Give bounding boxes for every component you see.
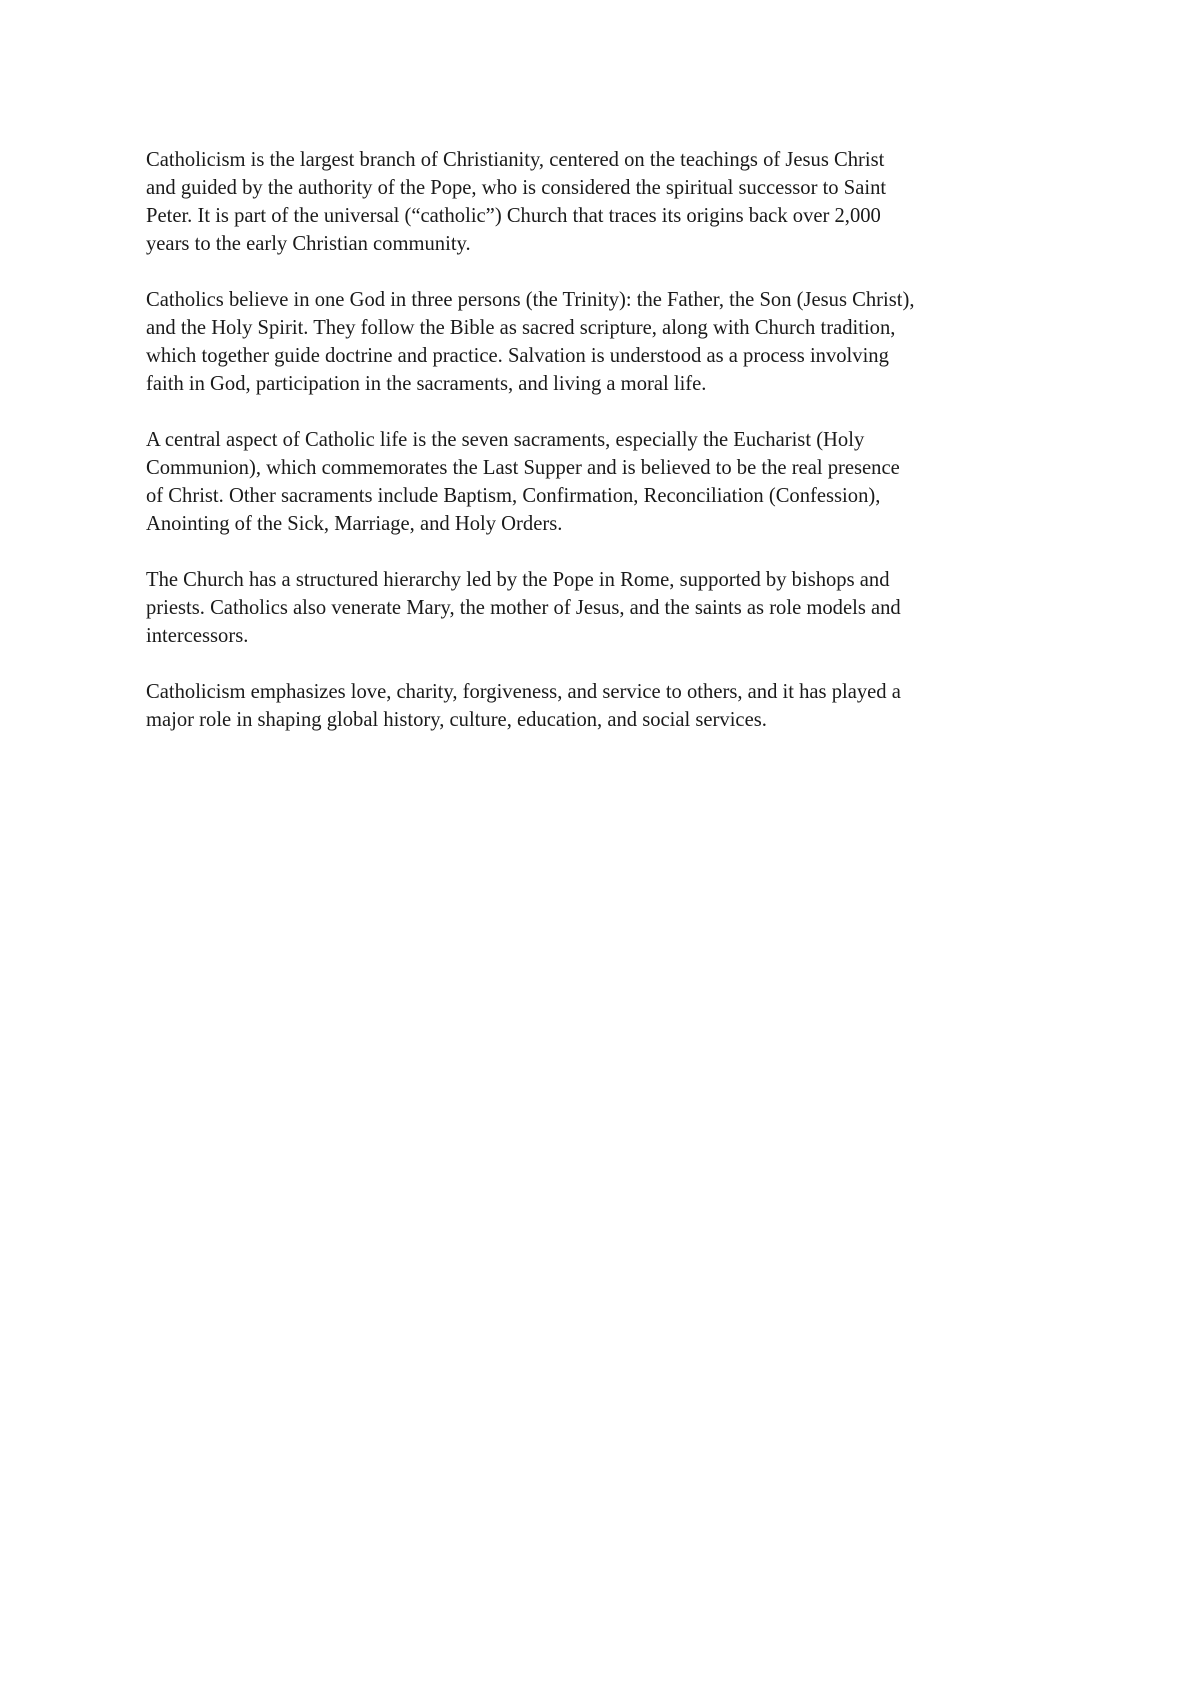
- document-body: [146, 146, 1066, 762]
- paragraph-line: Catholics believe in one God in three persons (the Trinity): the Father, the Son (Jesus Christ),: [146, 289, 915, 311]
- paragraph-2: [146, 286, 1066, 398]
- paragraph-5: [146, 678, 1066, 734]
- paragraph-line: major role in shaping global history, culture, education, and social services.: [146, 709, 767, 731]
- paragraph-3: [146, 426, 1066, 538]
- paragraph-line: intercessors.: [146, 625, 249, 647]
- paragraph-line: years to the early Christian community.: [146, 233, 471, 255]
- paragraph-line: Peter. It is part of the universal (“catholic”) Church that traces its origins back over 2,000: [146, 205, 881, 227]
- paragraph-line: Anointing of the Sick, Marriage, and Holy Orders.: [146, 513, 563, 535]
- paragraph-line: A central aspect of Catholic life is the seven sacraments, especially the Eucharist (Holy: [146, 429, 865, 451]
- paragraph-4: [146, 566, 1066, 650]
- paragraph-line: which together guide doctrine and practice. Salvation is understood as a process involving: [146, 345, 889, 367]
- paragraph-line: Catholicism is the largest branch of Christianity, centered on the teachings of Jesus Christ: [146, 149, 885, 171]
- paragraph-line: faith in God, participation in the sacraments, and living a moral life.: [146, 373, 707, 395]
- paragraph-line: and guided by the authority of the Pope, who is considered the spiritual successor to Saint: [146, 177, 887, 199]
- paragraph-line: and the Holy Spirit. They follow the Bible as sacred scripture, along with Church tradition,: [146, 317, 896, 339]
- paragraph-line: of Christ. Other sacraments include Baptism, Confirmation, Reconciliation (Confession),: [146, 485, 881, 507]
- paragraph-line: Catholicism emphasizes love, charity, forgiveness, and service to others, and it has played a: [146, 681, 901, 703]
- paragraph-1: [146, 146, 1066, 258]
- paragraph-line: Communion), which commemorates the Last Supper and is believed to be the real presence: [146, 457, 900, 479]
- paragraph-line: The Church has a structured hierarchy led by the Pope in Rome, supported by bishops and: [146, 569, 890, 591]
- paragraph-line: priests. Catholics also venerate Mary, the mother of Jesus, and the saints as role models and: [146, 597, 901, 619]
